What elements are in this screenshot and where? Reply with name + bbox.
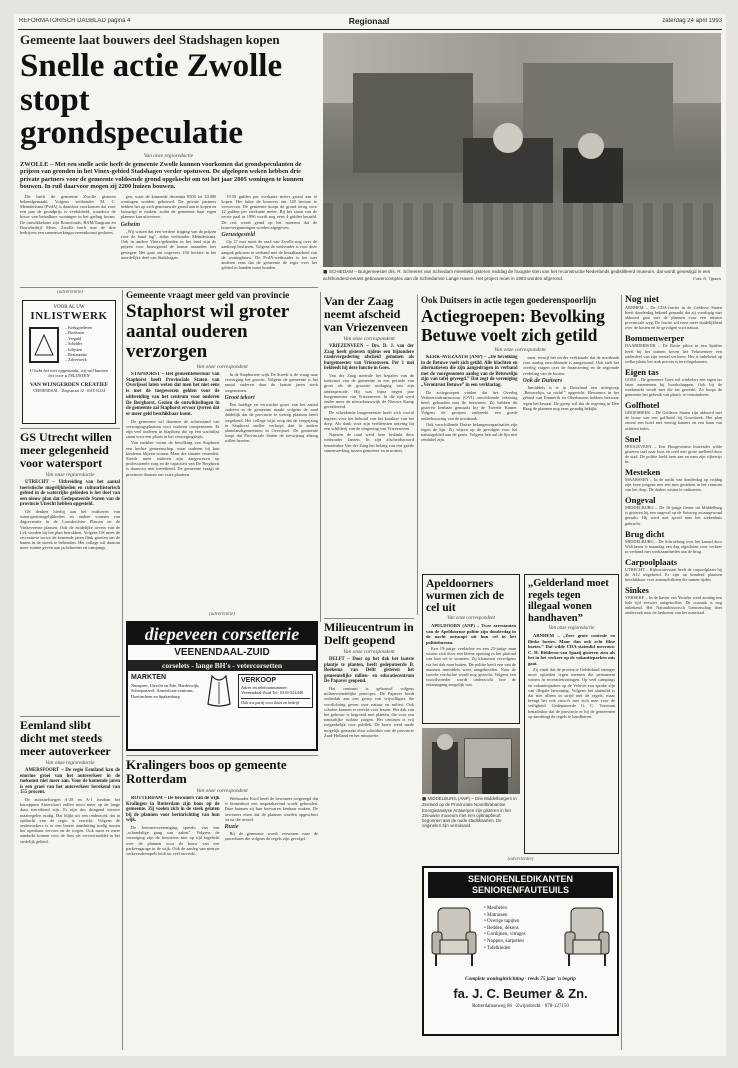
staphorst-body1: De gemeente wil daarmee de achterstand van verzorgingsplaatsen voor ouderen compenseren. Er zijn veel ouderen in Staphorst die op een wachtlijst staan voor een plaats in het verzorgingshuis. — [126, 418, 220, 440]
newspaper-page — [14, 14, 726, 1056]
vanderzaag-body1: Van der Zaag noemde het bepalen van de toekomst van de gemeente in een periode van groei als de grootste uitdaging van zijn ambtsperiode. Hij was bijna negen jaar burgemeester van Vriezenveen. In die tijd werd onder meer de nieuwbouwwijk de Nieuwe Kamp gerealiseerd. — [324, 372, 414, 410]
diepeveen-brand: diepeveen corsetterie — [128, 623, 316, 645]
gs-headline: GS Utrecht willen meer gelegenheid voor watersport — [20, 431, 112, 470]
kralingers-body3: Bij de gemeente wordt verwezen naar de procedures die volgens de regels zijn gevolgd. — [224, 831, 318, 842]
staphorst-lead: STAPHORST – Het gemeentebestuur van Staphorst heeft Provinciale Staten van Overijssel laten weten dat men het niet eens is met de toegewezen gelden voor de uitbreiding van het centrum voor ouderen De Berghorst. Gezien de ontwikkelingen in de gemeente zal Staphorst ervoor ijveren dat er meer geld beschikbaar komt. — [126, 372, 220, 417]
milieu-byline: Van onze correspondent — [343, 649, 395, 655]
actie-body4: men, terwijl het eerder verklaarde dat de noodzaak voor aanleg onvoldoende is aangetoond. Ook stelt het overleg vragen over de financiering en de regionale verdeling van de kosten. — [522, 355, 619, 376]
zwolle-sub2: Gerustgesteld — [221, 232, 256, 239]
photo-schiedam — [323, 33, 721, 267]
nogniet-item-head: Golfhotel — [625, 400, 660, 411]
masthead-rule — [18, 29, 722, 30]
senioren-shop: fa. J. C. Beumer & Zn. — [453, 986, 588, 1001]
apel-body: Een 19-jarige verdachte en een 23-jarige man wisten zich door een kleine opening in het plafond van hun cel te wurmen. Zij klommen vervolgens via het dak naar buiten. De politie heeft een van de mannen inmiddels weer aangehouden. Naar de tweede verdachte wordt nog gezocht. Volgens een woordvoerder wordt onderzocht hoe de ontsnapping mogelijk was. — [426, 646, 516, 688]
article-actiegroepen — [421, 295, 619, 567]
article-gelderland — [524, 574, 619, 854]
zwolle-body4: 19.50 gulden per vierkante meter grond aan te kopen. Het lukte de bouwers om 128 hectare te verwerven. De gemeente koopt de grond terug voor 12 gulden per vierkante meter. Bij het staan van de eerste paal in 1996 wordt nog eens 4 gulden betaald. De rest wordt geïnd op het moment dat de bouwvergunningen worden afgegeven. — [221, 193, 317, 230]
nogniet-item-head: Snel — [625, 433, 641, 444]
photo-schiedam-credit: Foto: R. Tijssen — [693, 275, 721, 281]
actie-lead: KERK-AVEZAATH (ANP) – „De bevolking in de Betuwe voelt zich getild. Alle klachten en alternatieven die zijn aangedragen in verband met de voorgenomen aanleg van de Betuwelijn zijn van tafel geveegd.” Dat zegt de vereniging „Verontrust Betuwe” in een verklaring. — [421, 355, 518, 388]
ad-diepeveen — [126, 621, 318, 751]
article-kralingers — [126, 758, 318, 1050]
inlist-service-item: – Kerkgoederen — [65, 325, 92, 330]
staphorst-kicker: Gemeente vraagt meer geld van provincie — [126, 290, 290, 300]
inlist-address: VEENENDAAL · Dorpsstraat 12 · 0318-51234 — [32, 389, 106, 393]
nogniet-list — [625, 305, 722, 616]
ad-inlistwerk — [22, 300, 116, 424]
section-title: Regionaal — [348, 16, 390, 26]
apel-headline: Apeldoorners wurmen zich de cel uit — [426, 578, 504, 614]
article-vanderzaag — [324, 295, 414, 615]
photo-schiedam-caption — [323, 269, 721, 291]
zwolle-lead: ZWOLLE – Met een snelle actie heeft de gemeente Zwolle kunnen voorkomen dat grondspeculanten de prijzen van gronden in het Vinex-gebied Stadshagen verder opstuwen. De afgelopen weken hebben drie private partners voor de gemeente voldoende grond opgekocht om tot het jaar 2005 woningen te kunnen bouwen. In ruil daarvoor mogen zij 2200 huizen bouwen. — [20, 160, 304, 191]
zwolle-body2: gen, waar de komende decennia 8500 tot 10.000 woningen worden gebouwd. De private partners hebben het op zich genomen de grond aan te kopen en bouwrijp te maken, zodat de gemeente haar eigen plannen kan uitvoeren. — [120, 193, 217, 220]
zwolle-byline: Van onze regioredactie — [143, 152, 194, 159]
gelderland-headline: „Gelderland moet regels tegen illegaal wonen handhaven” — [528, 578, 609, 624]
corset-icon — [204, 674, 234, 708]
nogniet-item-text: MAARSSEN – In de nacht van donderdag op vrijdag zijn twee jongens met een mes gestoken in het centrum van het dorp. De daders wisten te ontkomen. — [625, 476, 722, 493]
staphorst-body4: Een huidige en verwachte groei van het aantal ouderen in de gemeente maakt volgens de raad duidelijk dat de provincie te weinig plaatsen heeft toegekend. Het college wijst erop dat de vergrijzing in Staphorst sneller verloopt dan in andere plattelandsgemeenten in Overijssel. De gemeente hoopt dat Provinciale Staten de toewijzing alsnog willen herzien. — [224, 402, 318, 444]
armchair-icon — [561, 904, 613, 970]
staphorst-body2: Van oudsher vormt de bevolking van Staphorst een hechte gemeenschap, waar ouderen bij hun kinderen blijven wonen. Maar die situatie verandert. Steeds meer ouderen zijn aangewezen op professionele zorg en de capaciteit van De Berghorst is daarvoor niet toereikend. De gemeente vraagt de provincie daarom om extra plaatsen. — [126, 440, 220, 477]
eemland-body: De autosnelwegen A-28 en A-1 rondom het knooppunt Amersfoort zullen nooit meer op de lange duur toereikend zijn. Er zijn dus dringend nieuwe maatregelen nodig. Dat blijkt uit een onderzoek dat in opdracht van de regio is verricht. Volgens de onderzoekers is er een betere aansluiting nodig tussen het openbaar vervoer en de wegen. Ook moet er meer aandacht komen voor de fiets als vervoermiddel in het stedelijk gebied. — [20, 796, 120, 844]
kralingers-body1: De bewonersvereniging spreekt van een „schandalige gang van zaken”. Volgens de vereniging zijn de bewoners niet op tijd ingelicht over de plannen voor de bouw van een parkeergarage in de wijk. Ook de aanleg van nieuwe verkeersdrempels leidt tot veel onvrede. — [126, 824, 220, 856]
actie-body2: Ook verschillende Duitse belangenorganisaties zijn tegen de lijn. Zij wijzen op de gevolgen voor het natuurgebied aan de grens. Volgens hen zal de lijn niet rendabel zijn. — [421, 421, 518, 443]
masthead-right: zaterdag 24 april 1993 — [662, 18, 722, 24]
senioren-items — [484, 906, 557, 952]
ad-label-diepeveen: (advertentie) — [209, 612, 235, 617]
senioren-item: • Matrassen — [484, 912, 508, 918]
diepeveen-services: corselets - lange BH's - vetercorsetten — [128, 660, 316, 671]
caption-bullet-icon: ■ — [323, 270, 329, 275]
staphorst-sub: Groot tekort — [224, 394, 255, 401]
nogniet-title: Nog niet — [625, 295, 660, 305]
nogniet-item-text: GOES – De gemeente Goes wil winkelers een eigen tas laten meenemen bij boodschappen. Ook bij de weekmarkt wordt met die tas gewerkt. Zo hoopt de gemeente het gebruik van plastic te verminderen. — [625, 376, 722, 398]
article-staphorst — [126, 290, 318, 608]
kralingers-headline: Kralingers boos op gemeente Rotterdam — [126, 758, 287, 786]
senioren-item: • Meubelen — [484, 906, 507, 911]
kralingers-sub: Ruzie — [224, 824, 239, 831]
diepeveen-cta: Ook uw partij voor thuis en bedrijf — [241, 698, 310, 705]
actie-body1: De actiegroepen vinden dat het Overleg Verkeersinfrastructuur (OVI) onvoldoende rekening heeft gehouden met de bezwaren. Zij hebben dit gisteren kenbaar gemaakt bij de Tweede Kamer. Volgens de groepen ontbreekt een goede onderbouwing van de noodzaak. — [421, 389, 518, 421]
column-nog-niet — [625, 295, 722, 1050]
nogniet-item-text: MIDDELBURG – De Schroebrug over het kanaal door Walcheren is maandag een dag afgesloten voor verkeer in verband met werkzaamheden aan de brug. — [625, 538, 722, 554]
staphorst-headline: Staphorst wil groter aantal ouderen verzorgen — [126, 301, 289, 362]
actie-kicker: Ook Duitsers in actie tegen goederenspoorlijn — [421, 295, 597, 305]
gs-body: GS denken hierbij aan het realiseren van watersportmogelijkheden en andere vormen van dagrecreatie in de Loosdrechtse Plassen en de Vinkeveense plassen. Ook de zuidelijke oevers van de Lek worden bij het plan betrokken. Volgens GS moet de recreatieve sector de komende jaren flink groeien om de banen in de streek te behouden. Het college wil daarom meer ruimte geven aan jachthavens en campings. — [20, 508, 120, 551]
senioren-item: • Gordijnen, vitrages — [484, 932, 526, 938]
nogniet-item-text: MIDDELBURG – De 16-jarige fietser uit Middelburg is gisteren bij een ongeval op de Seisweg zwaargewond geraakt. Hij werd met spoed naar het ziekenhuis gebracht. — [625, 505, 722, 526]
eemland-byline: Van onze regioredactie — [45, 760, 95, 766]
nogniet-item-text: GROESBEEK – De Gelderse Staten zijn akkoord met de bouw van een golfhotel bij Groesbeek. Het plan omvat een hotel met veertig kamers en een baan van achttien holes. — [625, 410, 722, 431]
zwolle-headline: Snelle actie Zwolle stopt grondspeculatie — [20, 48, 283, 152]
senioren-item: • Noppen, karpetten — [484, 938, 524, 944]
frame-icon — [27, 325, 61, 365]
vanderzaag-headline: Van der Zaag neemt afscheid van Vriezenveen — [324, 295, 408, 334]
ad-label-senioren: (advertentie) — [507, 857, 534, 862]
nogniet-item-text: HAARDERWIJK – De Britse piloot in een Spitfire heeft bij het trainen boven het Veluwemeer een onderdeel van zijn toestel verloren. Het is onbekend op welke plaats het stuk precies is terechtgekomen. — [625, 343, 722, 364]
senioren-item: • Bedden, dekens — [484, 925, 519, 931]
vanderzaag-lead: VRIEZENVEEN – Drs. D. J. van der Zaag heeft gisteren tijdens een bijzondere raadsvergadering afscheid genomen als burgemeester van Vriezenveen. Per 1 mei bekleedt hij deze functie in Goes. — [324, 344, 414, 372]
zwolle-sub1: Geheim — [120, 221, 141, 228]
senioren-item: • Tafelkleden — [484, 945, 511, 951]
senioren-title: SENIORENLEDIKANTEN SENIORENFAUTEUILS — [428, 872, 613, 898]
vanderzaag-byline: Van onze correspondent — [343, 336, 395, 342]
gelderland-lead: ARNHEM – „Zeer grote controle en flinke boetes. Maar dan ook echt fikse boetes.” Dat wilde CDA-statenlid mevrouw C. H. Ridderus-van Spaaij gisteren zien als het in het verkeer op de vakantieparken mis gaat. — [528, 633, 615, 666]
article-eemland — [20, 719, 120, 1049]
nogniet-item-head: Ongeval — [625, 495, 656, 506]
photo-middelburg — [422, 728, 520, 794]
nogniet-item-head: Brug dicht — [625, 528, 665, 539]
kralingers-byline: Van onze correspondent — [196, 788, 248, 794]
gs-lead: UTRECHT – Uitbreiding van het aantal toeristische mogelijkheden en cultuurhistorisch gebied in de waterrijke gebieden is het doel van een nieuw plan dat Gedeputeerde Staten van de provincie Utrecht hebben opgesteld. — [20, 480, 120, 508]
markt-title: MARKTEN — [131, 674, 166, 681]
actie-body3: Inmiddels is er in Duitsland een actiegroep „Betuwelijn, so nicht!” opgericht. Bewoners in het gebied van Emmerik en Oberhausen hebben bezwaar tegen het lawaai. De groep wil dat de regering in Den Haag de plannen nog eens grondig bekijkt. — [522, 385, 619, 411]
photo-middelburg-caption — [422, 796, 520, 852]
article-zwolle — [20, 33, 317, 283]
inlist-service-item: – Verguld — [65, 335, 82, 341]
caption-bullet-icon: ■ — [422, 797, 428, 802]
nogniet-item-text: HOOGEVEEN – Een Hoogeveense huisvader wilde gisteren snel naar huis en reed met grote snelheid door de stad. De politie hield hem aan en nam zijn rijbewijs in. — [625, 443, 722, 464]
eemland-headline: Eemland slibt dicht met steeds meer autoverkeer — [20, 719, 111, 758]
staphorst-byline: Van onze correspondent — [196, 364, 248, 370]
nogniet-item-head: Bommenwerper — [625, 333, 685, 344]
senioren-item: • Overige tapijten — [484, 919, 520, 925]
inlist-slogan: U hebt het niet opgemaakt, wij wel kunnen het voor u INLIJSTEN — [29, 368, 109, 378]
ad-senioren — [422, 866, 619, 1036]
zwolle-body3: „Wij wisten dat een verdere stijging van de prijzen voor de hand lag”, aldus wethouder Meindertsma. Ook in andere Vinex-gebieden in het land zijn de prijzen voor bouwgrond de laatste maanden fors gestegen. Het gaat om ongeveer 150 hectare in het noordelijke deel van Stadshagen. — [120, 228, 217, 260]
nogniet-item-head: Mesteken — [625, 466, 661, 477]
nogniet-item-head: Sinkes — [625, 585, 649, 596]
inlist-service-item: – Borduren — [65, 330, 84, 336]
photo-schiedam-caption-text: SCHIEDAM – Burgemeester drs. R. Scheeres van Schiedam meesteld gisteren middag de hoogste sten van het reconstructie Nederlands gedistilleerd museum, dat wordt gevestigd in een achthonderd-eeuws gebouwencomplex aan de Schiedamse Lange Haven. Het project moet in 1993 worden afgerond. — [323, 269, 711, 281]
kralingers-body2: Wethouder Kool heeft de bewoners toegezegd dat er binnenkort een inspraakavond wordt gehouden. Daar kunnen zij hun bezwaren kenbaar maken. De bewoners eisen dat de plannen worden opgeschort tot na die avond. — [224, 796, 318, 822]
inlist-service-item: – Zilverwerk — [65, 357, 87, 363]
milieu-lead: DELFT – Door op het dak het laatste plantje te planten, heeft gedeputeerde B. Boekema van Delft gisteren het gemeentelijke milieu- en educatiecentrum De Papaver geopend. — [324, 657, 414, 685]
senioren-tagline: Complete woninginrichting · reeds 75 jaar 'n begrip — [465, 976, 576, 982]
actie-headline: Actiegroepen: Bevolking Betuwe voelt zich getild — [421, 306, 605, 345]
inlist-name: INLISTWERK — [30, 310, 108, 322]
inlist-shop: VAN WIJNGERDEN CREATIEF — [29, 382, 109, 388]
inlist-service-item: – Schilder — [65, 341, 83, 347]
photo-middelburg-caption-text: MIDDELBURG (ANP) – Drie Middelburgers in Zeeland op de Provinciale Noordbrabantse Energieanalyse Antwerpen zijn gisteren in het Zeeuwse museum met een opknapbeurt begonnen aan de oude stadskaarten. De originelen zijn vernieuwd. — [422, 796, 517, 829]
milieu-headline: Milieucentrum in Delft geopend — [324, 621, 414, 647]
article-gs-utrecht — [20, 431, 120, 711]
nogniet-item-head: Carpoolplaats — [625, 556, 678, 567]
gs-byline: Van onze regioredactie — [45, 472, 95, 478]
vanderzaag-body3: Namens de raad werd hem bedankt door wethouder Jansen. In zijn afscheidswoord benadrukte Van der Zaag het belang van een goede samenwerking tussen gemeente en inwoners. — [324, 432, 414, 453]
apel-byline: Van onze correspondent — [447, 616, 495, 621]
zwolle-body5: Op 17 mei moet de raad van Zwolle nog over de aankoop beslissen. Volgens de wethouder is voor deze aanpak gekozen in verband met de betaalbaarheid van de woningbouw. De PvdA-wethouder is het met anderen eens dat de gemeente de regie over het gebied in handen moet houden. — [221, 239, 317, 271]
diepeveen-town: VEENENDAAL-ZUID — [174, 647, 270, 658]
inlist-service-item: – Restauratie — [65, 352, 87, 358]
verkoop-text: Adres en telefoonnummer: Veenendaal-Zuid Tel. 0318-524440 — [241, 685, 304, 696]
armchair-icon — [428, 904, 480, 970]
nogniet-item-head: Eigen tas — [625, 366, 659, 377]
inlist-service-item: – Inlijsten — [65, 346, 82, 352]
article-apeldoorners — [422, 574, 520, 724]
vanderzaag-body2: De scheidende burgemeester heeft zich vooral ingezet voor het behoud van het karakter van het dorp. Als dank voor zijn verdiensten ontving hij een schilderij van de omgeving van Vriezenveen. — [324, 410, 414, 431]
article-milieucentrum — [324, 621, 414, 1049]
zwolle-body1: Dit heeft de gemeente Zwolle gisteren bekendgemaakt. Volgens wethouder M. C. Meindertsma (PvdA) is daardoor voorkomen dat voor een jaar de grondprijs is verdubbeld, waardoor de bouw van betaalbare woningen in het geding kwam. De ontwikkelaars zijn Bouwfonds, BAM/Tangram en Bouwbedrijf Moes. Zwolle heeft met de drie bedrijven een samenwerkingsovereenkomst gesloten. — [20, 193, 116, 236]
nogniet-item-text: ARNHEM – De CDA-fractie in de Gelderse Staten heeft donderdag bekend gemaakt dat zij voorlopig niet akkoord gaat met de plannen voor een nieuwe provinciale weg. De fractie wil eerst meer duidelijkheid over de kosten en de gevolgen voor natuur. — [625, 305, 722, 331]
nogniet-item-text: YERSEKE – In de haven van Yerseke werd zondag een hele tijd zeewier aangetroffen. De oorzaak is nog onbekend. Het Natuurhistorisch Genootschap doet onderzoek naar de herkomst van het materiaal. — [625, 595, 722, 616]
markt-text: Nunspeet, Utrecht en Ede, Harderwijk, Scherpenzeel, Amersfoort-centrum, Doetinchem en Spakenburg — [131, 683, 200, 699]
gelderland-body: Zij vindt dat de provincie Gelderland strenger moet optreden tegen mensen die permanent wonen in recreatiewoningen. Op veel campings en vakantieparken op de Veluwe zou sprake zijn van illegale bewoning. Volgens het statenlid is dat niet alleen in strijd met de regels, maar brengt het ook risico's met zich mee voor de veiligheid. Gedeputeerde G. C. Voerman benadrukte dat de provincie er bij de gemeenten op aandringt de regels te handhaven. — [528, 667, 615, 719]
apel-lead: APELDOORN (ANP) – Twee arrestanten van de Apeldoornse politie zijn donderdag in de nacht ontsnapt uit hun cel in het politiebureau. — [426, 623, 516, 645]
actie-byline: Van onze correspondent — [494, 347, 546, 353]
staphorst-body3: In de Staphorster wijk De Streek is de vraag naar verzorging het grootst. Volgens de gemeente is het aantal ouderen daar de laatste jaren sterk toegenomen. — [224, 372, 318, 393]
senioren-address: Rotterdamseweg 86 · Zwijndrecht · 078-127150 — [472, 1004, 569, 1009]
inlist-top: VOOR AL UW — [53, 305, 85, 310]
nogniet-item-text: UTRECHT – Rijkswaterstaat heeft de carpoolplaats bij de A12 uitgebreid. Er zijn nu honderd plaatsen beschikbaar voor automobilisten die samen rijden. — [625, 566, 722, 583]
verkoop-title: VERKOOP — [241, 677, 277, 684]
masthead-left: REFORMATORISCH DAGBLAD pagina 4 — [19, 18, 131, 24]
actie-sub: Ook de Duitsers — [522, 377, 563, 384]
eemland-lead: AMERSFOORT – De regio Eemland kan de enorme groei van het autoverkeer in de toekomst niet meer aan. Voor de komende jaren is een groei van het autoverkeer berekend van 155 procent. — [20, 768, 120, 796]
ad-label-inlistwerk: (advertentie) — [57, 290, 83, 295]
zwolle-kicker: Gemeente laat bouwers deel Stadshagen kopen — [20, 33, 280, 47]
gelderland-byline: Van onze regioredactie — [548, 626, 595, 631]
kralingers-lead: ROTTERDAM – De bewoners van de wijk Kralingen in Rotterdam zijn boos op de gemeente. Zij voelen zich in de steek gelaten bij de plannen voor herinrichting van hun wijk. — [126, 796, 220, 824]
milieu-body: Het centrum is gebouwd volgens milieuvriendelijke principes. De Papaver biedt onderdak aan een groep van vrijwilligers die voorlichting geven over natuur en milieu. Ook scholen kunnen er terecht voor lessen. Het dak van het gebouw is begroeid met planten, die voor een natuurlijke isolatie zorgen. Het centrum is vrij toegankelijk voor publiek. De bouw werd mede mogelijk gemaakt door subsidies van de provincie Zuid-Holland en het ministerie. — [324, 685, 414, 738]
inlist-services — [65, 325, 92, 365]
